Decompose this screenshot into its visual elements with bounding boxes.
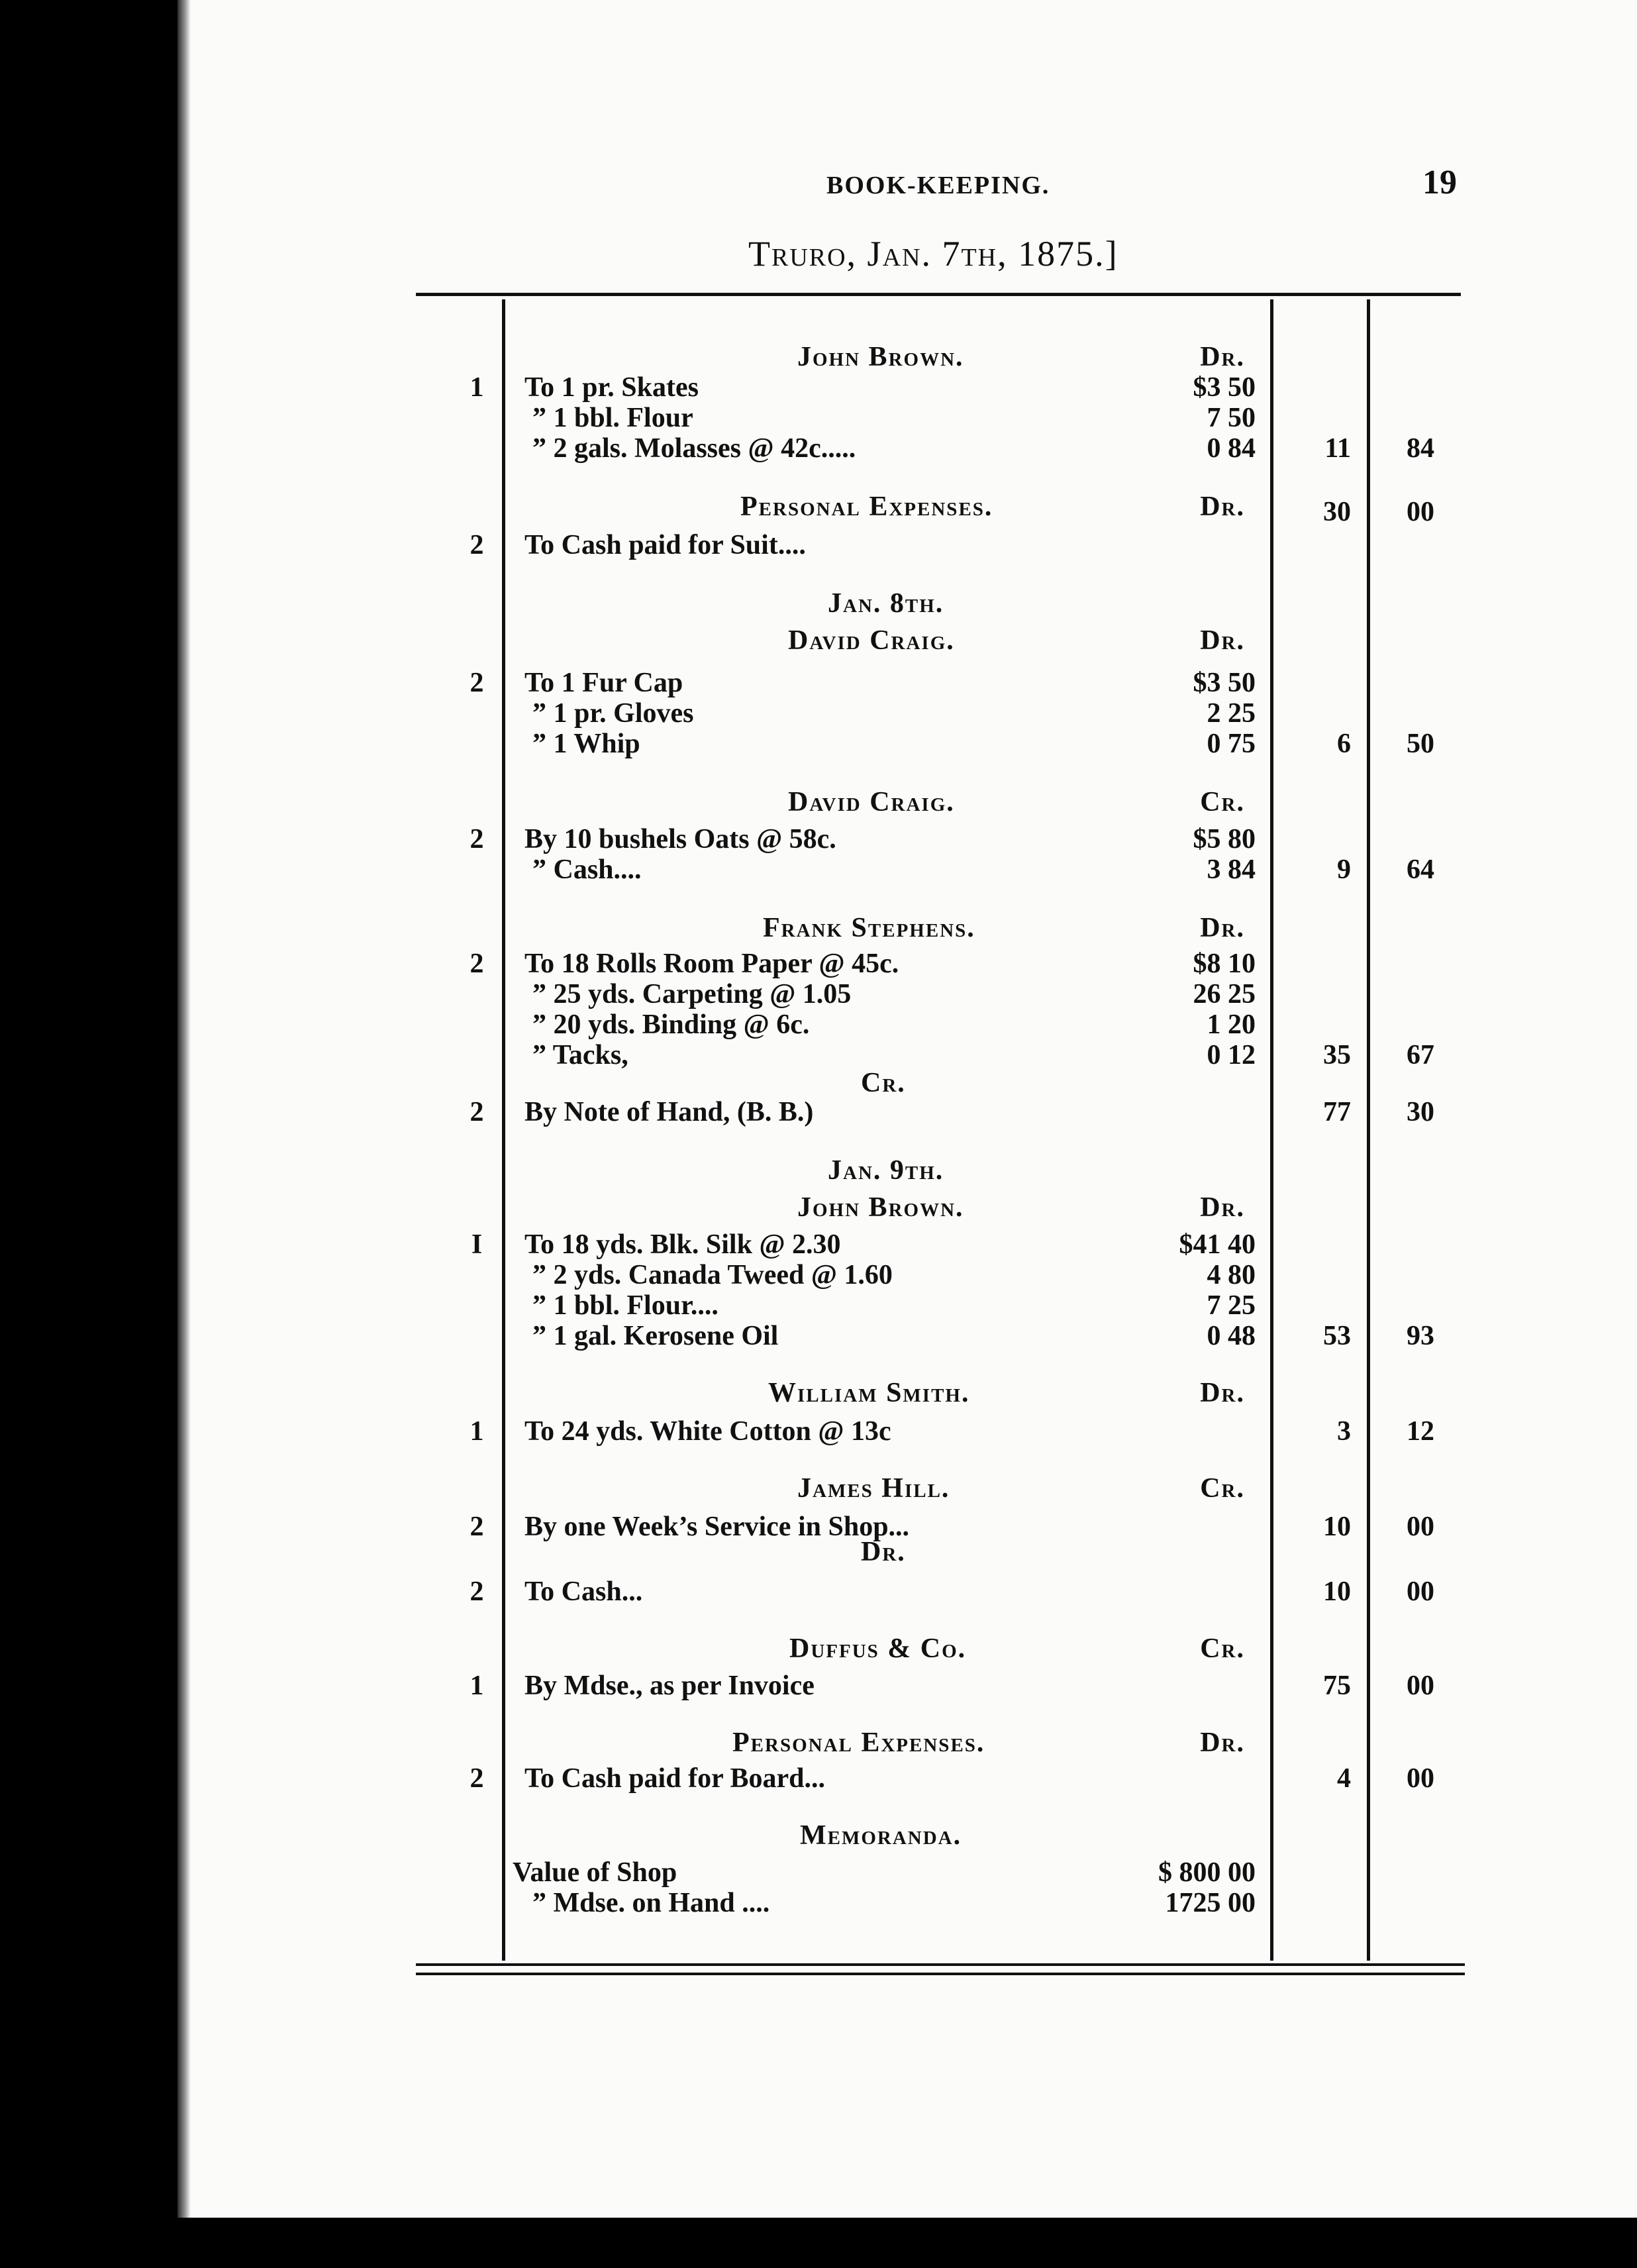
folio-number: 2 bbox=[470, 1576, 484, 1607]
entry-text: ” 25 yds. Carpeting @ 1.05 bbox=[532, 979, 852, 1009]
item-amount: 4 80 bbox=[1207, 1260, 1256, 1290]
item-amount: $3 50 bbox=[1193, 372, 1256, 403]
account-heading: Personal Expenses. bbox=[740, 491, 993, 522]
item-amount: 0 48 bbox=[1207, 1321, 1256, 1351]
top-rule bbox=[416, 293, 1461, 296]
item-amount: $5 80 bbox=[1193, 824, 1256, 854]
date-subheading: Jan. 8th. bbox=[828, 588, 944, 619]
item-amount: 7 25 bbox=[1207, 1290, 1256, 1321]
folio-number: 1 bbox=[470, 372, 484, 403]
account-heading: John Brown. bbox=[797, 1192, 964, 1223]
cents-total: 30 bbox=[1407, 1097, 1434, 1127]
cents-total: 84 bbox=[1407, 433, 1434, 464]
dr-cr-label: Cr. bbox=[861, 1068, 906, 1098]
dr-cr-label: Cr. bbox=[1200, 787, 1245, 817]
dollars-column-rule bbox=[1367, 299, 1370, 1961]
entry-text: To Cash paid for Suit.... bbox=[524, 530, 806, 560]
item-amount: 3 84 bbox=[1207, 854, 1256, 885]
account-heading: John Brown. bbox=[797, 342, 964, 372]
folio-number: 2 bbox=[470, 824, 484, 854]
bottom-double-rule bbox=[416, 1973, 1465, 1975]
entry-text: To 24 yds. White Cotton @ 13c bbox=[524, 1416, 891, 1447]
item-amount: 1725 00 bbox=[1165, 1888, 1256, 1918]
dr-cr-label: Dr. bbox=[1200, 342, 1245, 372]
item-amount: 0 84 bbox=[1207, 433, 1256, 464]
entry-text: Value of Shop bbox=[513, 1857, 677, 1888]
dollars-total: 11 bbox=[1324, 433, 1351, 464]
item-amount: 7 50 bbox=[1207, 403, 1256, 433]
account-heading: James Hill. bbox=[797, 1473, 950, 1504]
item-amount: 0 75 bbox=[1207, 729, 1256, 759]
bottom-rule bbox=[416, 1963, 1465, 1966]
folio-number: 2 bbox=[470, 668, 484, 698]
cents-total: 00 bbox=[1407, 1763, 1434, 1794]
entry-text: ” 1 gal. Kerosene Oil bbox=[532, 1321, 779, 1351]
dollars-total: 9 bbox=[1337, 854, 1351, 885]
folio-number: 2 bbox=[470, 1763, 484, 1794]
cents-total: 00 bbox=[1407, 497, 1434, 527]
entry-text: ” 1 Whip bbox=[532, 729, 640, 759]
entry-text: ” 1 bbl. Flour bbox=[532, 403, 693, 433]
entry-text: ” 20 yds. Binding @ 6c. bbox=[532, 1009, 810, 1040]
account-heading: William Smith. bbox=[768, 1378, 970, 1408]
account-heading: David Craig. bbox=[788, 787, 955, 817]
entry-text: ” 2 yds. Canada Tweed @ 1.60 bbox=[532, 1260, 893, 1290]
entry-text: ” Tacks, bbox=[532, 1040, 628, 1070]
dollars-total: 35 bbox=[1323, 1040, 1351, 1070]
running-title: BOOK-KEEPING. bbox=[826, 172, 1050, 199]
folio-number: 1 bbox=[470, 1416, 484, 1447]
item-amount: $41 40 bbox=[1179, 1229, 1256, 1260]
dr-cr-label: Dr. bbox=[1200, 625, 1245, 656]
item-amount: $ 800 00 bbox=[1158, 1857, 1256, 1888]
cents-total: 67 bbox=[1407, 1040, 1434, 1070]
item-amount: 1 20 bbox=[1207, 1009, 1256, 1040]
entry-text: ” 1 pr. Gloves bbox=[532, 698, 694, 729]
cents-total: 00 bbox=[1407, 1576, 1434, 1607]
dollars-total: 10 bbox=[1323, 1576, 1351, 1607]
folio-column-rule bbox=[502, 299, 505, 1961]
dr-cr-label: Dr. bbox=[1200, 1378, 1245, 1408]
folio-number: 1 bbox=[470, 1671, 484, 1701]
entry-text: To Cash... bbox=[524, 1576, 643, 1607]
dollars-total: 6 bbox=[1337, 729, 1351, 759]
account-heading: Memoranda. bbox=[800, 1820, 962, 1851]
entry-text: By Note of Hand, (B. B.) bbox=[524, 1097, 814, 1127]
cents-total: 93 bbox=[1407, 1321, 1434, 1351]
entry-text: By Mdse., as per Invoice bbox=[524, 1671, 815, 1701]
amount-column-rule bbox=[1270, 299, 1273, 1961]
entry-text: To 1 Fur Cap bbox=[524, 668, 683, 698]
cents-total: 00 bbox=[1407, 1512, 1434, 1542]
folio-number: 2 bbox=[470, 949, 484, 979]
account-heading: Duffus & Co. bbox=[789, 1633, 967, 1664]
date-subheading: Jan. 9th. bbox=[828, 1155, 944, 1186]
dollars-total: 53 bbox=[1323, 1321, 1351, 1351]
dr-cr-label: Cr. bbox=[1200, 1633, 1245, 1664]
dollars-total: 10 bbox=[1323, 1512, 1351, 1542]
cents-total: 50 bbox=[1407, 729, 1434, 759]
item-amount: $3 50 bbox=[1193, 668, 1256, 698]
entry-text: ” 1 bbl. Flour.... bbox=[532, 1290, 719, 1321]
entry-text: To 18 yds. Blk. Silk @ 2.30 bbox=[524, 1229, 841, 1260]
book-spine bbox=[177, 0, 191, 2218]
entry-text: To Cash paid for Board... bbox=[524, 1763, 825, 1794]
account-heading: Personal Expenses. bbox=[732, 1727, 985, 1758]
cents-total: 00 bbox=[1407, 1671, 1434, 1701]
folio-number: 2 bbox=[470, 1097, 484, 1127]
folio-number: I bbox=[471, 1229, 483, 1260]
entry-text: ” Mdse. on Hand .... bbox=[532, 1888, 770, 1918]
item-amount: 26 25 bbox=[1193, 979, 1256, 1009]
entry-text: To 18 Rolls Room Paper @ 45c. bbox=[524, 949, 899, 979]
account-heading: Frank Stephens. bbox=[763, 913, 975, 943]
entry-text: By one Week’s Service in Shop... bbox=[524, 1512, 910, 1542]
dr-cr-label: Cr. bbox=[1200, 1473, 1245, 1504]
entry-text: By 10 bushels Oats @ 58c. bbox=[524, 824, 836, 854]
item-amount: 2 25 bbox=[1207, 698, 1256, 729]
folio-number: 2 bbox=[470, 1512, 484, 1542]
dr-cr-label: Dr. bbox=[1200, 1192, 1245, 1223]
entry-text: ” 2 gals. Molasses @ 42c..... bbox=[532, 433, 856, 464]
entry-text: ” Cash.... bbox=[532, 854, 642, 885]
dollars-total: 75 bbox=[1323, 1671, 1351, 1701]
dollars-total: 30 bbox=[1323, 497, 1351, 527]
dr-cr-label: Dr. bbox=[861, 1537, 906, 1567]
account-heading: David Craig. bbox=[788, 625, 955, 656]
item-amount: $8 10 bbox=[1193, 949, 1256, 979]
entry-text: To 1 pr. Skates bbox=[524, 372, 699, 403]
dr-cr-label: Dr. bbox=[1200, 1727, 1245, 1758]
cents-total: 12 bbox=[1407, 1416, 1434, 1447]
dollars-total: 4 bbox=[1337, 1763, 1351, 1794]
dollars-total: 77 bbox=[1323, 1097, 1351, 1127]
dr-cr-label: Dr. bbox=[1200, 913, 1245, 943]
page-number: 19 bbox=[1422, 164, 1457, 201]
item-amount: 0 12 bbox=[1207, 1040, 1256, 1070]
dr-cr-label: Dr. bbox=[1200, 491, 1245, 522]
dateline: Truro, Jan. 7th, 1875.] bbox=[748, 234, 1118, 274]
folio-number: 2 bbox=[470, 530, 484, 560]
dollars-total: 3 bbox=[1337, 1416, 1351, 1447]
cents-total: 64 bbox=[1407, 854, 1434, 885]
